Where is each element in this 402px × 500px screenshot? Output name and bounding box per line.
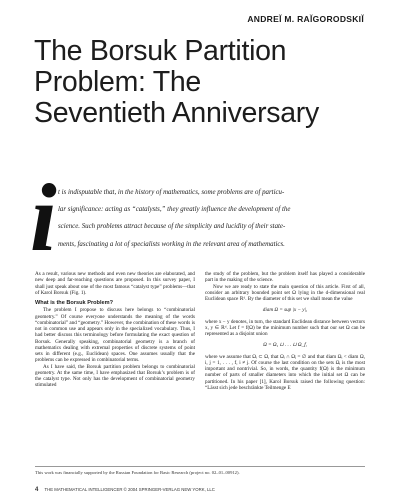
abstract-line: science. Such problems attract because of the simplicity and lucidity of their state- [58,223,286,231]
intro-paragraph: As a result, various new methods and even new theories are elaborated, and new deep and far-reaching questions are proposed. In this survey paper, I shall just speak about one of the most famous “catalyst type” problems—that of Karol Borsuk (Fig. 1). [35,271,195,296]
footnote-divider [35,466,365,467]
partition-formula: Ω = Ω₁ ⊔ . . . ⊔ Ω_f, [263,342,307,349]
page-footer [35,487,215,493]
abstract [58,184,368,253]
author-name: ANDREĬ M. RAĬGORODSKIĬ [247,14,364,24]
title-line: Problem: The [34,66,201,98]
body-paragraph: the study of the problem, but the problem itself has played a considerable part in the making of the science. [205,271,365,284]
body-paragraph: As I have said, the Borsuk partition problem belongs to combinatorial geometry. At the same time, I have emphasized that Borsuk’s problem is of the catalyst type. Not only has the development of combinatorial geometry stimulated [35,363,195,389]
abstract-line: lar significance: acting as “catalysts,” they greatly influence the development of the [58,206,291,214]
body-paragraph: The problem I propose to discuss here belongs to “combinatorial geometry.” Of course everyone understands the meaning of the words “combinatorial” and “geometry.” However, the combination of these words is not in common use and appears only in the specialized vocabulary. Thus, I had better discuss this terminology before formulating the exact question of Borsuk. Generally speaking, combinatorial geometry is a branch of mathematics dealing with extremal properties of discrete systems of point sets in different (e.g., Euclidean) spaces. One assumes usually that the problems can be expressed in combinatorial terms. [35,307,195,364]
abstract-line: t is indisputable that, in the history of mathematics, some problems are of particu- [58,189,285,196]
body-paragraph: Now we are ready to state the main question of this article. First of all, consider an arbitrary bounded point set Ω lying in the d-dimensional real Euclidean space ℝᵈ. By the diameter of this set we shall mean the value [205,283,365,302]
body-paragraph: where we assume that Ωᵢ ⊂ Ω, that Ωᵢ ∩ Ωⱼ = ∅ and that diam Ωᵢ < diam Ω, i, j = 1, . . . , f, i ≠ j. Of course the last condition on the sets Ωᵢ is the most important and nontrivial. So, in words, the quantity f(Ω) is the minimum number of parts of smaller diameters into which the initial set Ω can be partitioned. In his paper [1], Karol Borsuk raised the following question: “Lässt sich jede beschränkte Teilmenge E [205,353,365,391]
funding-footnote: This work was financially supported by the Russian Foundation for Basic Research (project no. 02–01–00912). [35,470,240,475]
title-line: The Borsuk Partition [34,35,287,67]
article-title [34,36,374,129]
abstract-line: ments, fascinating a lot of specialists working in the relevant area of mathematics. [58,240,285,248]
page-number: 4 [35,487,39,493]
journal-credit: THE MATHEMATICAL INTELLIGENCER © 2004 SPRINGER-VERLAG NEW YORK, LLC [44,487,215,492]
body-paragraph: where x − y denotes, in turn, the standard Euclidean distance between vectors x, y ∈ ℝᵈ. Let f = f(Ω) be the minimum number such that our set Ω can be represented as a disjoint union [205,318,365,337]
drop-cap: i [30,164,57,271]
diameter-formula: diam Ω = sup |x − y|, [262,307,308,314]
right-column [205,271,365,391]
left-column [35,271,195,389]
section-heading: What is the Borsuk Problem? [35,300,114,306]
title-line: Seventieth Anniversary [34,97,319,129]
